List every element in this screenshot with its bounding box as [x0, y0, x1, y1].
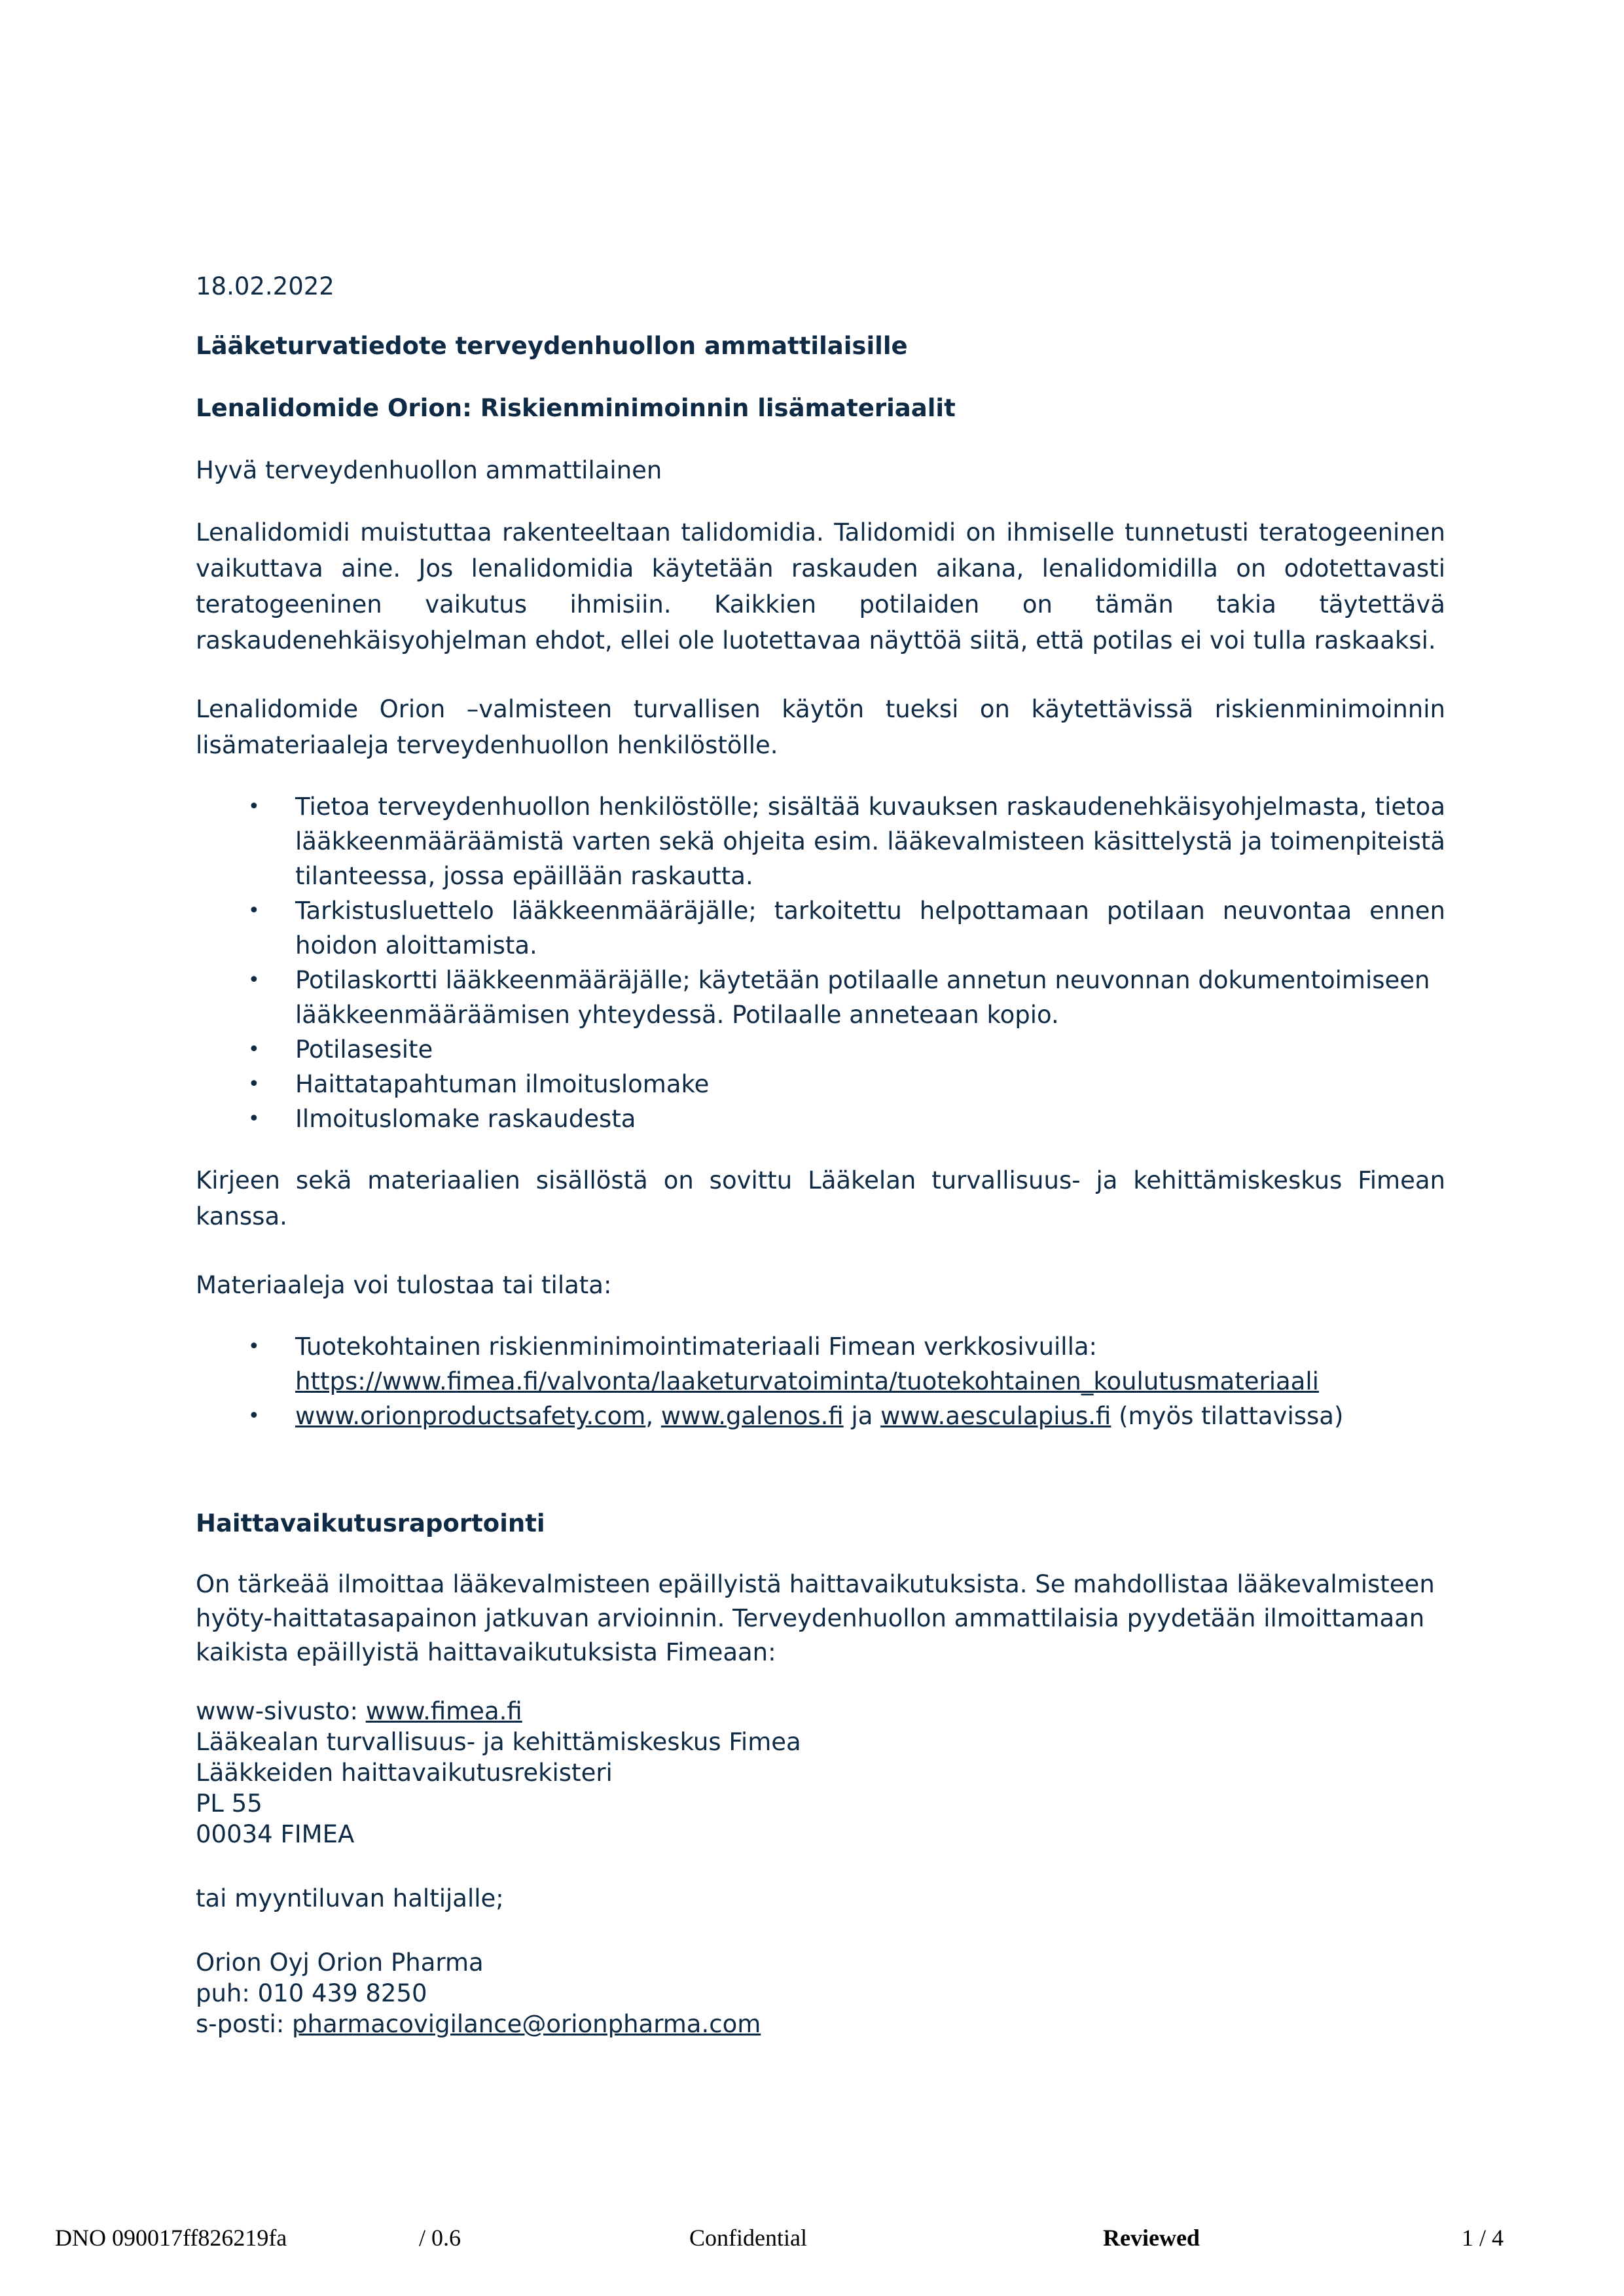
bullet-icon: •	[248, 1073, 260, 1096]
fimea-web-line: www-sivusto: www.fimea.fi	[196, 1697, 522, 1725]
confidentiality-label: Confidential	[689, 2225, 807, 2251]
bullet-icon: •	[248, 795, 260, 818]
letter-date: 18.02.2022	[196, 272, 334, 300]
holder-line: tai myyntiluvan haltijalle;	[196, 1884, 504, 1912]
bullet-icon: •	[248, 1335, 260, 1358]
bullet-icon: •	[248, 1405, 260, 1427]
letter-body	[196, 268, 1445, 2039]
fimea-address	[196, 1696, 1445, 1850]
materials-list	[196, 789, 1445, 1136]
reporting-paragraph: On tärkeää ilmoittaa lääkevalmisteen epäillyistä haittavaikutuksista. Se mahdollistaa lääkevalmisteen hyöty-haittatasapainon jatkuvan arvioinnin. Terveydenhuollon ammattilaisia pyydetään ilmoittamaan kaikista epäillyistä haittavaikutuksista Fimeaan:	[196, 1570, 1435, 1666]
list-item: • Tuotekohtainen riskienminimointimateriaali Fimean verkkosivuilla: https://www.fimea.fi/valvonta/laaketurvatoiminta/tuotekohtainen_koulutusmateriaali	[196, 1329, 1445, 1399]
list-item: • Ilmoituslomake raskaudesta	[196, 1102, 1445, 1136]
contact-line: Orion Oyj Orion Pharma	[196, 1948, 484, 1977]
bullet-icon: •	[248, 899, 260, 922]
page-footer	[0, 2224, 1624, 2263]
orion-contact	[196, 1947, 1445, 2039]
list-item: • www.orionproductsafety.com, www.galenos.fi ja www.aesculapius.fi (myös tilattavissa)	[196, 1399, 1445, 1433]
list-item: • Tietoa terveydenhuollon henkilöstölle; sisältää kuvauksen raskaudenehkäisyohjelmasta, tietoa lääkkeenmääräämistä varten sekä ohjeita esim. lääkevalmisteen käsittelystä ja toimenpiteistä tilanteessa, jossa epäillään raskautta.	[196, 789, 1445, 893]
list-item: • Haittatapahtuman ilmoituslomake	[196, 1067, 1445, 1102]
order-list	[196, 1329, 1445, 1433]
email-link[interactable]: pharmacovigilance@orionpharma.com	[292, 2010, 761, 2038]
bullet-icon: •	[248, 1038, 260, 1061]
contact-email-line: s-posti: pharmacovigilance@orionpharma.com	[196, 2010, 761, 2038]
order-intro: Materiaaleja voi tulostaa tai tilata:	[196, 1271, 612, 1299]
greeting: Hyvä terveydenhuollon ammattilainen	[196, 456, 662, 484]
letter-heading: Lääketurvatiedote terveydenhuollon ammattilaisille	[196, 332, 908, 360]
contact-line: puh: 010 439 8250	[196, 1979, 427, 2007]
document-number: DNO 090017ff826219fa	[55, 2225, 287, 2251]
agreement-paragraph: Kirjeen sekä materiaalien sisällöstä on sovittu Lääkelan turvallisuus- ja kehittämiskeskus Fimean kanssa.	[196, 1166, 1445, 1230]
address-line: Lääkealan turvallisuus- ja kehittämiskeskus Fimea	[196, 1728, 801, 1756]
address-line: PL 55	[196, 1789, 262, 1818]
letter-subheading: Lenalidomide Orion: Riskienminimoinnin lisämateriaalit	[196, 394, 956, 422]
materials-paragraph: Lenalidomide Orion –valmisteen turvallisen käytön tueksi on käytettävissä riskienminimoinnin lisämateriaaleja terveydenhuollon henkilöstölle.	[196, 695, 1445, 759]
reporting-heading: Haittavaikutusraportointi	[196, 1509, 545, 1537]
bullet-icon: •	[248, 969, 260, 992]
intro-paragraph: Lenalidomidi muistuttaa rakenteeltaan talidomidia. Talidomidi on ihmiselle tunnetusti teratogeeninen vaikuttava aine. Jos lenalidomidia käytetään raskauden aikana, lenalidomidilla on odotettavasti teratogeeninen vaikutus ihmisiin. Kaikkien potilaiden on tämän takia täytettävä raskaudenehkäisyohjelman ehdot, ellei ole luotettavaa näyttöä siitä, että potilas ei voi tulla raskaaksi.	[196, 518, 1445, 655]
galenos-link[interactable]: www.galenos.fi	[660, 1402, 844, 1430]
bullet-icon: •	[248, 1107, 260, 1130]
orionproductsafety-link[interactable]: www.orionproductsafety.com	[295, 1402, 646, 1430]
page-number: 1 / 4	[1462, 2225, 1504, 2251]
list-item: • Potilasesite	[196, 1032, 1445, 1067]
fimea-materials-link[interactable]: https://www.fimea.fi/valvonta/laaketurvatoiminta/tuotekohtainen_koulutusmateriaali	[295, 1367, 1319, 1395]
status-label: Reviewed	[1103, 2225, 1200, 2251]
version-number: / 0.6	[419, 2225, 461, 2251]
list-item: • Potilaskortti lääkkeenmääräjälle; käytetään potilaalle annetun neuvonnan dokumentoimiseen lääkkeenmääräämisen yhteydessä. Potilaalle anneteaan kopio.	[196, 963, 1445, 1032]
aesculapius-link[interactable]: www.aesculapius.fi	[880, 1402, 1111, 1430]
address-line: 00034 FIMEA	[196, 1820, 355, 1848]
address-line: Lääkkeiden haittavaikutusrekisteri	[196, 1759, 613, 1787]
fimea-website-link[interactable]: www.fimea.fi	[365, 1697, 522, 1725]
list-item: • Tarkistusluettelo lääkkeenmääräjälle; tarkoitettu helpottamaan potilaan neuvontaa ennen hoidon aloittamista.	[196, 893, 1445, 963]
